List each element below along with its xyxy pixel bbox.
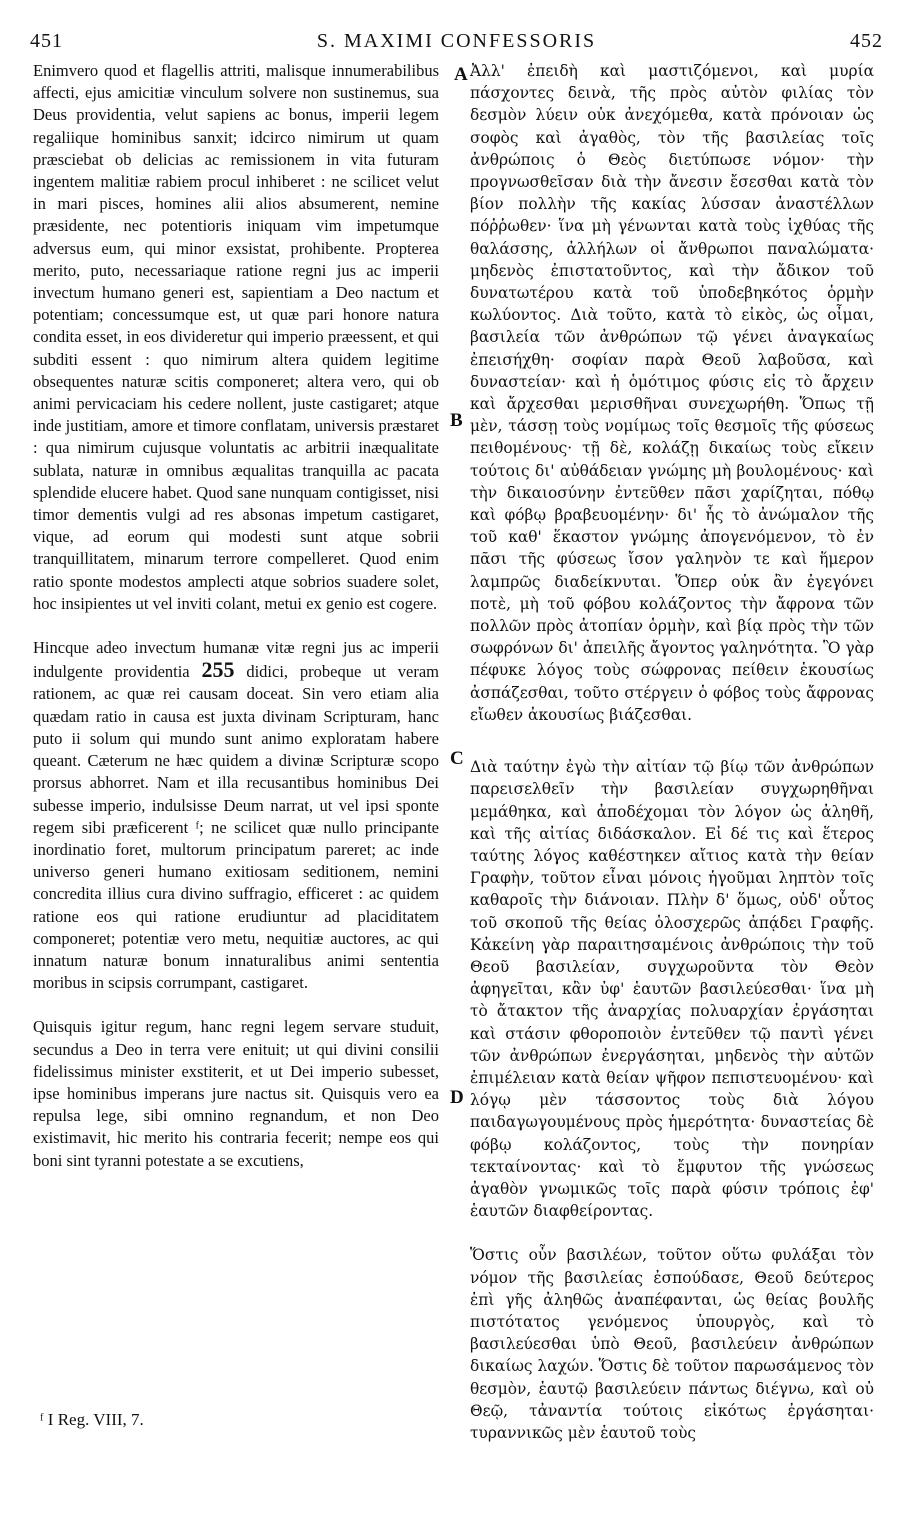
running-head	[30, 30, 883, 60]
section-marker-c: C	[450, 748, 464, 769]
column-number: 255	[201, 657, 235, 683]
greek-column	[470, 60, 874, 1444]
latin-paragraph-2-start: Hincque adeo invectum humanæ vitæ regni jus ac imperii indulgente providentia	[33, 638, 439, 682]
page-number-right: 452	[850, 30, 883, 52]
section-marker-d: D	[450, 1087, 464, 1108]
latin-paragraph-2	[33, 637, 439, 994]
page-number-left: 451	[30, 30, 63, 52]
section-marker-a: A	[454, 64, 468, 85]
footnote: ᶠ I Reg. VIII, 7.	[40, 1410, 144, 1429]
running-title: S. MAXIMI CONFESSORIS	[316, 30, 597, 52]
latin-column	[33, 60, 439, 1172]
greek-paragraph-2: Διὰ ταύτην ἐγὼ τὴν αἰτίαν τῷ βίῳ τῶν ἀνθρώπων παρεισελθεῖν τὴν βασιλείαν συγχωρηθῆναι μεμάθηκα, καὶ ἀποδέχομαι τὸν λόγον ὡς ἀληθῆ, καὶ τῆς αἰτίας διδάσκαλον. Εἰ δέ τις καὶ ἕτερος ταύτης λόγος καθέστηκεν αἴτιος κατὰ τὴν θείαν Γραφὴν, τοῦτον εἶναι μόνοις ἡγοῦμαι ληπτὸν τοῖς καθαροῖς τὴν διάνοιαν. Πλὴν δ' ὅμως, οὐδ' οὗτος τοῦ σκοποῦ τῆς θείας ὁλοσχερῶς ἀπᾴδει Γραφῆς. Κἀκείνη γὰρ παραιτησαμένοις ἀνθρώποις τὴν τοῦ Θεοῦ βασιλείαν, συγχωροῦντα τὸν Θεὸν ἀφηγεῖται, κἂν ὑφ' ἑαυτῶν βασιλεύεσθαι· ἵνα μὴ τὸ ἄτακτον τῆς ἀναρχίας πολυαρχίαν ἐργάσηται καὶ στάσιν φθοροποιὸν ἐντεῦθεν τῷ παντὶ γένει τῶν ἀνθρώπων ἐνεργάσηται, μηδενὸς τὴν αὐτῶν ἐπιμέλειαν κατὰ θείαν ψῆφον πεπιστευομένου· καὶ λόγῳ μὲν τάσσοντος τοὺς διὰ λόγου παιδαγωγουμένους πρὸς ἡμερότητα· δυναστείας δὲ φόβῳ κολάζοντος, τοὺς τὴν πονηρίαν τεκταίνοντας· καὶ τὸ ἔμφυτον τῆς γνώσεως ἀγαθὸν γνωμικῶς τοῖς παρὰ φύσιν τρόποις ἐφ' ἑαυτῶν διαφθείροντας.	[470, 758, 874, 1221]
section-marker-b: B	[450, 410, 463, 431]
latin-paragraph-2-rest: didici, probeque ut veram rationem, ac quæ rei causam doceat. Sin vero etiam alia quædam ratio in causa est juxta divinam Scripturam, hanc puto ii solum qui mundo sunt animo exploratam habere queant. Cæterum ne hæc quidem a divinæ Scripturæ scopo prorsus abhorret. Nam et illa recusantibus hominibus Dei subesse imperio, indulsisse Deum narrat, ut vel ipsi sponte regem sibi præficerent ᶠ; ne scilicet quæ nullo principante inordinatio foret, multorum principatum pareret; ac inde universo generi humano exitiosam seditionem, nemini concredita illius cura divino suffragio, efficeret : ac quidem ratione eos qui ratione erudiuntur ad placiditatem componeret; potentiæ vero metu, nequitiæ auctores, ac qui innatum naturæ bonum innaturalibus animi sententia moribus in scipsis corrumpant, castigaret.	[33, 662, 440, 993]
greek-paragraph-1: Ἀλλ' ἐπειδὴ καὶ μαστιζόμενοι, καὶ μυρία πάσχοντες δεινὰ, τῆς πρὸς αὐτὸν φιλίας τὸν δεσμὸν λύειν οὐκ ἀνεχόμεθα, κατὰ πρόνοιαν ὡς σοφὸς καὶ ἀγαθὸς, τὸν τῆς βασιλείας τοῖς ἀνθρώποις ὁ Θεὸς διετύπωσε νόμον· τὴν προγνωσθεῖσαν διὰ τὴν ἄνεσιν ἔσεσθαι κατὰ τὸν βίον πολλὴν τῆς κακίας λύσσαν ἀναστέλλων πόῤῥωθεν· ἵνα μὴ γένωνται κατὰ τοὺς ἰχθύας τῆς θαλάσσης, ἀλλήλων οἱ ἄνθρωποι παναλώματα· μηδενὸς ἐπιστατοῦντος, καὶ τὴν ἄδικον τοῦ δυνατωτέρου κατὰ τοῦ ὑποδεβηκότος ὁρμὴν κωλύοντος. Διὰ τοῦτο, κατὰ τὸ εἰκὸς, ὡς οἶμαι, βασιλεία τῶν ἀνθρώπων τῷ γένει ἀναγκαίως ἐπεισήχθη· σοφίαν παρὰ Θεοῦ λαβοῦσα, καὶ δυναστείαν· καὶ ἡ ὁμότιμος φύσις εἰς τὸ ἄρχειν καὶ ἄρχεσθαι μερισθῆναι συνεχωρήθη. Ὅπως τῇ μὲν, τάσσῃ τοὺς νομίμως τοῖς θεσμοῖς τῆς φύσεως πειθομένους· τῇ δὲ, κολάζῃ δικαίως τοὺς εἴκειν τούτοις δι' αὐθάδειαν γνώμης μὴ βουλομένους· καὶ τὴν δικαιοσύνην ἐντεῦθεν πᾶσι χαρίζηται, πόθῳ καὶ φόβῳ βραβευομένην· δι' ἧς τὸ ἀνώμαλον τῆς τοῦ καθ' ἕκαστον γνώμης ἀπογενόμενον, τὸ ἐν πᾶσι τῆς φύσεως ἴσον γαληνὸν τε καὶ ἥμερον λαμπρῶς διαδείκνυται. Ὅπερ οὐκ ἂν ἐγεγόνει ποτὲ, μὴ τοῦ φόβου κολάζοντος τὴν ἄφρονα τῶν πολλῶν πρὸς ἀτοπίαν ὁρμὴν, καὶ βίᾳ πρὸς τὴν τῶν σωφρόνων δι' ἀπειλῆς ἄγοντος γαληνότητα. Ὃ γὰρ πέφυκε λόγος τοὺς σώφρονας πείθειν ἑκουσίως ἀσπάζεσθαι, τοῦτο στέργειν ὁ φόβος τοὺς ἄφρονας εἴωθεν ἀκουσίως βιάζεσθαι.	[470, 62, 874, 724]
latin-paragraph-1: Enimvero quod et flagellis attriti, malisque innumerabilibus affecti, ejus amicitiæ vinculum solvere non sustinemus, sua Deus providentia, velut sapiens ac bonus, imperii legem regaliique hominibus sanxit; idcirco nimirum ut quam præsciebat ob delicias ac remissionem in vita futuram ingentem malitiæ rabiem procul inhiberet : ne scilicet velut in mari pisces, homines alii alios absumerent, nemine præsidente, nec potentioris iniquam vim impetumque adversus eum, qui minor exsistat, prohibente. Propterea merito, puto, necessariaque ratione regni jus ac imperii invectum humano generi est, sapientiam a Deo nactum et potentiam; concessumque est, ut quæ pari honore natura condita esset, in eos divideretur qui imperio præessent, et qui subditi essent : quo nimirum altera quidem legitime obsequentes naturæ scitis componeret; altera vero, qui ob animi pervicaciam his cedere nollent, juste castigaret; atque inde justitiam, amore et timore conflatam, universis præstaret : qua nimirum cujusque voluntatis ac arbitrii inæqualitate sublata, naturæ in omnibus æqualitas tranquilla ac pacata splendide elucere habet. Quod sane nunquam contigisset, nisi timor dementis vulgi ad res absonas impetum castigaret, vique, ad eorum qui modesti sunt atque sobrii tranquillitatem, minarum terrore compelleret. Quod enim ratio sponte modestos amplecti atque sobrios suadere solet, hoc insipientes ut vel inviti colant, metui ex genio est cogere.	[33, 61, 439, 613]
greek-paragraph-3: Ὅστις οὖν βασιλέων, τοῦτον οὕτω φυλάξαι τὸν νόμον τῆς βασιλείας ἐσπούδασε, Θεοῦ δεύτερος ἐπὶ γῆς ἀληθῶς ἀναπέφανται, ὡς θείας βουλῆς πιστότατος γενόμενος ὑπουργὸς, καὶ τὸ βασιλεύεσθαι ὑπὸ Θεοῦ, βασιλεύειν ἀνθρώπων δικαίως λαχών. Ὅστις δὲ τοῦτον παρωσάμενος τὸν θεσμὸν, ἑαυτῷ βασιλεύειν πάντως διέγνω, καὶ οὐ Θεῷ, τἀναντία τούτοις εἰκότως ἐργάσηται· τυραννικῶς μὲν ἑαυτοῦ τοὺς	[470, 1246, 874, 1442]
latin-paragraph-3: Quisquis igitur regum, hanc regni legem servare studuit, secundus a Deo in terra vere enituit; ut qui divini consilii fidelissimus minister exstiterit, et ut Dei imperio subesset, ipse hominibus imperans jure nactus sit. Quisquis vero ea repulsa lege, sibi omnino regnandum, et non Deo existimavit, hic merito his contraria fecerit; nempe eos qui boni sint tyranni potestate a se excutiens,	[33, 1017, 439, 1170]
